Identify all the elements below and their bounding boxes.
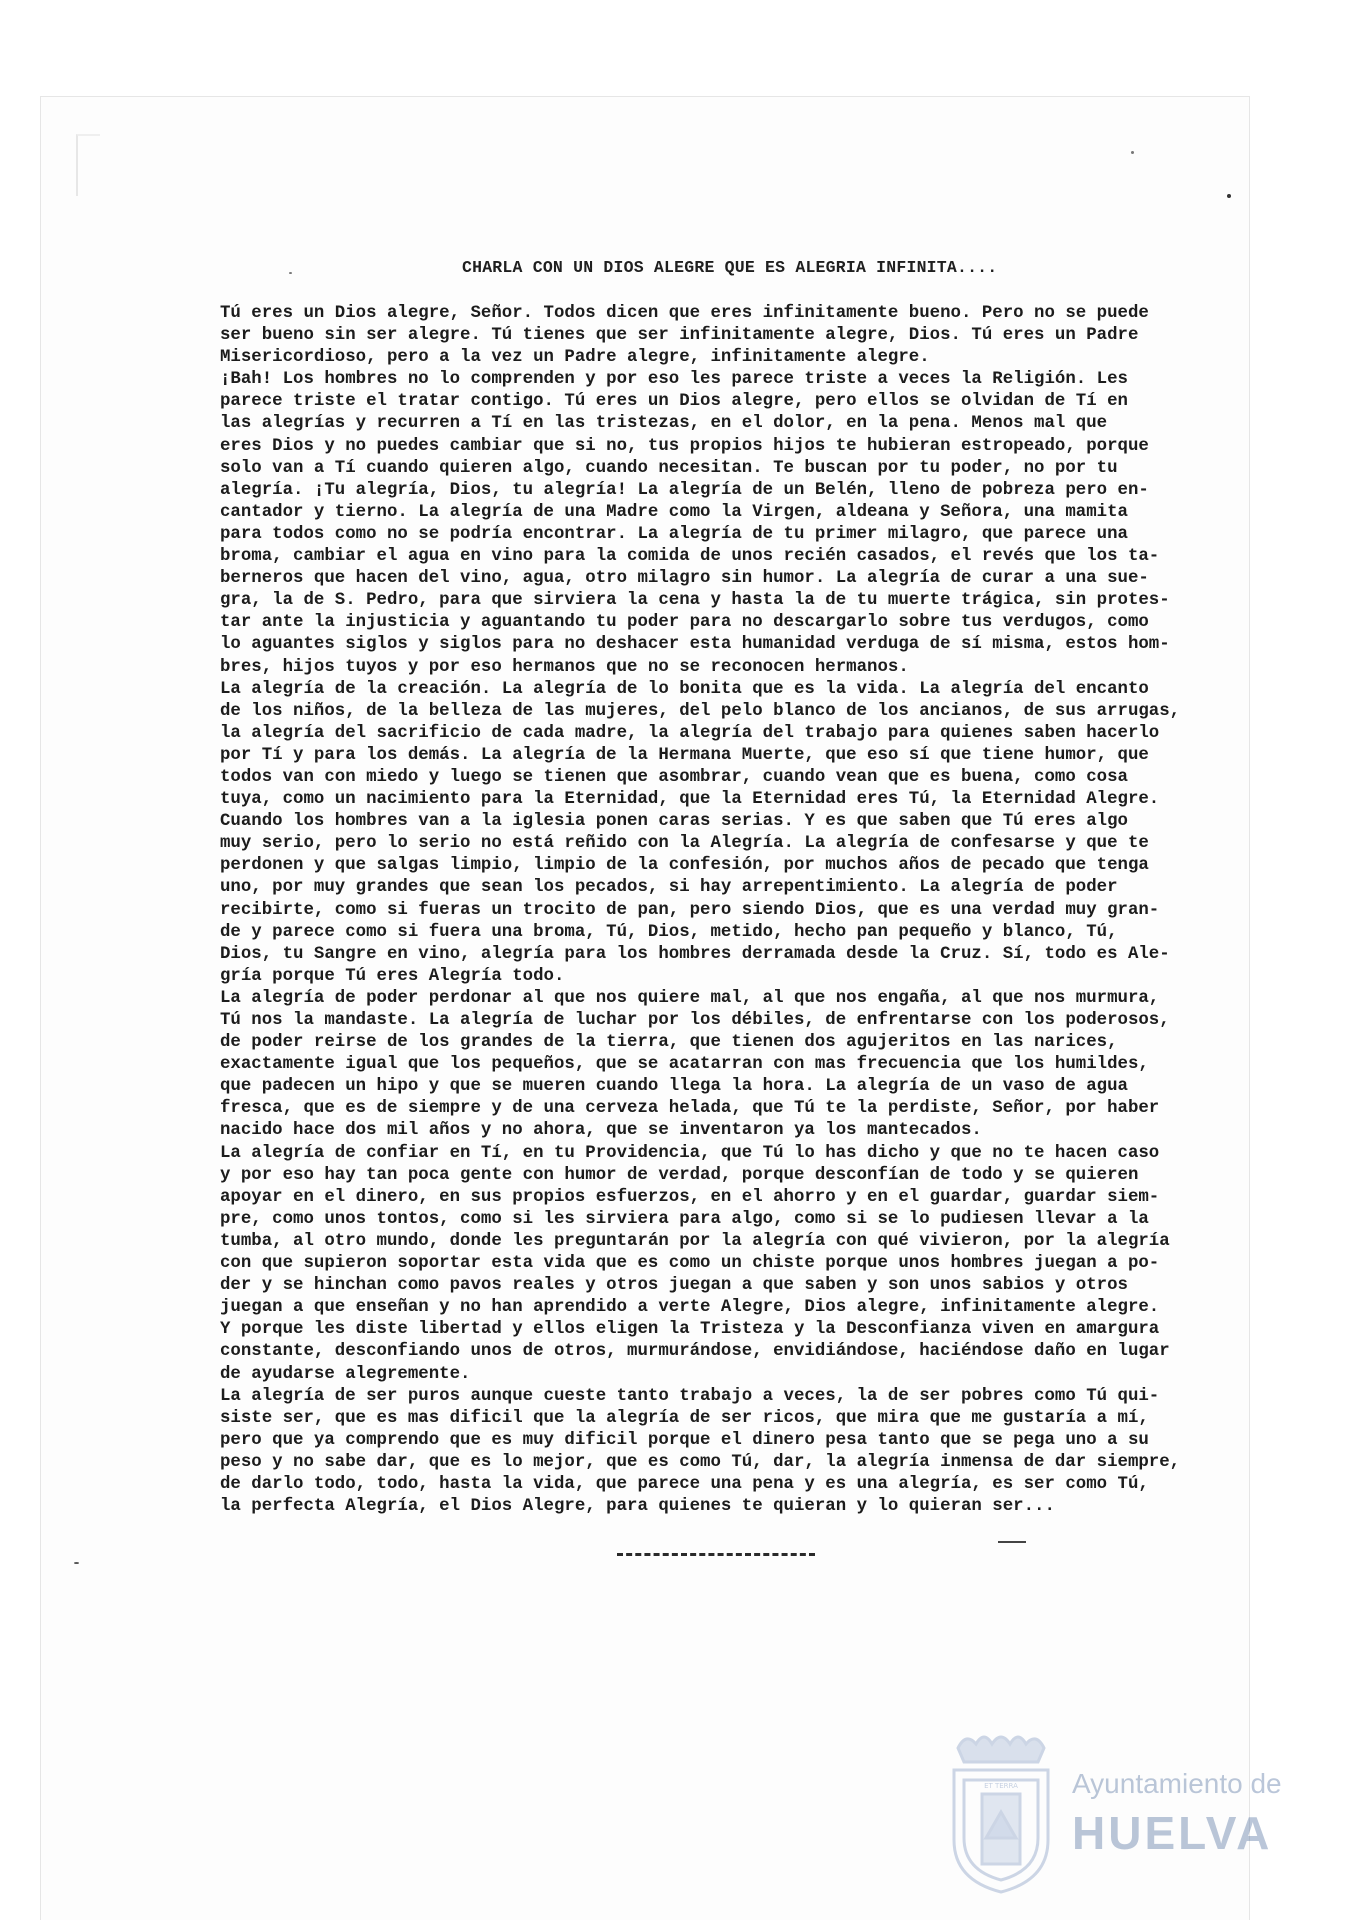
paragraph: La alegría de ser puros aunque cueste tanto trabajo a veces, la de ser pobres como Tú qui- siste ser, que es mas dificil que la alegría de ser ricos, que mira que me gustaría a mí, pero que ya comprendo que es muy dificil porque el dinero pesa tanto que se pega uno a su peso y no sabe dar, que es lo mejor, que es como Tú, dar, la alegría inmensa de dar siempre, de darlo todo, todo, hasta la vida, que parece una pena y es una alegría, es ser como Tú, la perfecta Alegría, el Dios Alegre, para quienes te quieran y lo quieran ser... <box>220 1386 1181 1517</box>
speck <box>1227 194 1231 198</box>
watermark-line-2: HUELVA <box>1072 1807 1273 1859</box>
paragraph: La alegría de confiar en Tí, en tu Providencia, que Tú lo has dicho y que no te hacen caso y por eso hay tan poca gente con humor de verdad, porque desconfían de todo y se quieren apoyar en el dinero, en sus propios esfuerzos, en el ahorro y en el guardar, guardar siem- pre, como unos tontos, como si les sirviera para algo, como si se lo pudiesen llevar a la tumba, al otro mundo, donde les preguntarán por la alegría con qué vivieron, por la alegría con que supieron soportar esta vida que es como un chiste porque unos hombres juegan a po- der y se hinchan como pavos reales y otros juegan a que saben y son unos sabios y otros juegan a que enseñan y no han aprendido a verte Alegre, Dios alegre, infinitamente alegre. Y porque les diste libertad y ellos eligen la Tristeza y la Desconfianza viven en amargura constante, desconfiando unos de otros, murmurándose, envidiándose, haciéndose daño en lugar de ayudarse alegremente. <box>220 1143 1170 1384</box>
speck <box>74 1562 79 1564</box>
paragraph: La alegría de la creación. La alegría de lo bonita que es la vida. La alegría del encanto de los niños, de la belleza de las mujeres, del pelo blanco de los ancianos, de sus arrugas, la alegría del sacrificio de cada madre, la alegría del trabajo para quienes saben hacerlo por Tí y para los demás. La alegría de la Hermana Muerte, que eso sí que tiene humor, que todos van con miedo y luego se tienen que asombrar, cuando vean que es buena, como cosa tuya, como un nacimiento para la Eternidad, que la Eternidad eres Tú, la Eternidad Alegre. Cuando los hombres van a la iglesia ponen caras serias. Y es que saben que Tú eres algo muy serio, pero lo serio no está reñido con la Alegría. La alegría de confesarse y que te perdonen y que salgas limpio, limpio de la confesión, por muchos años de pecado que tenga uno, por muy grandes que sean los pecados, si hay arrepentimiento. La alegría de poder recibirte, como si fueras un trocito de pan, pero siendo Dios, que es una verdad muy gran- de y parece como si fuera una broma, Tú, Dios, metido, hecho pan pequeño y blanco, Tú, Dios, tu Sangre en vino, alegría para los hombres derramada desde la Cruz. Sí, todo es Ale- gría porque Tú eres Alegría todo. <box>220 679 1181 986</box>
document-title: CHARLA CON UN DIOS ALEGRE QUE ES ALEGRIA INFINITA.... <box>462 258 998 277</box>
scan-corner-mark <box>76 134 100 196</box>
seal-text: ET TERRA <box>984 1782 1018 1790</box>
ink-mark <box>998 1541 1026 1543</box>
huelva-watermark <box>936 1718 1282 1898</box>
paragraph: La alegría de poder perdonar al que nos quiere mal, al que nos engaña, al que nos murmura, Tú nos la mandaste. La alegría de luchar por los débiles, de enfrentarse con los poderosos, de poder reirse de los grandes de la tierra, que tienen dos agujeritos en las narices, exactamente igual que los pequeños, que se acatarran con mas frecuencia que los humildes, que padecen un hipo y que se mueren cuando llega la hora. La alegría de un vaso de agua fresca, que es de siempre y de una cerveza helada, que Tú te la perdiste, Señor, por haber nacido hace dos mil años y no ahora, que se inventaron ya los mantecados. <box>220 988 1170 1141</box>
document-body <box>220 303 1238 1518</box>
coat-of-arms-icon <box>936 1718 1066 1898</box>
watermark-line-1: Ayuntamiento de <box>1072 1768 1282 1799</box>
closing-rule <box>617 1553 815 1556</box>
paragraph: ¡Bah! Los hombres no lo comprenden y por eso les parece triste a veces la Religión. Les parece triste el tratar contigo. Tú eres un Dios alegre, pero ellos se olvidan de Tí en las alegrías y recurren a Tí en las tristezas, en el dolor, en la pena. Menos mal que eres Dios y no puedes cambiar que si no, tus propios hijos te hubieran estropeado, porque solo van a Tí cuando quieren algo, cuando necesitan. Te buscan por tu poder, no por tu alegría. ¡Tu alegría, Dios, tu alegría! La alegría de un Belén, lleno de pobreza pero en- cantador y tierno. La alegría de una Madre como la Virgen, aldeana y Señora, una mamita para todos como no se podría encontrar. La alegría de tu primer milagro, que parece una broma, cambiar el agua en vino para la comida de unos recién casados, el revés que los ta- berneros que hacen del vino, agua, otro milagro sin humor. La alegría de curar a una sue- gra, la de S. Pedro, para que sirviera la cena y hasta la de tu muerte trágica, sin protes- tar ante la injusticia y aguantando tu poder para no descargarlo sobre tus verdugos, como lo aguantes siglos y siglos para no deshacer esta humanidad verduga de sí misma, estos hom- bres, hijos tuyos y por eso hermanos que no se reconocen hermanos. <box>220 370 1170 677</box>
speck <box>1131 151 1134 154</box>
speck <box>289 272 292 274</box>
paragraph: Tú eres un Dios alegre, Señor. Todos dicen que eres infinitamente bueno. Pero no se puede ser bueno sin ser alegre. Tú tienes que ser infinitamente alegre, Dios. Tú eres un Padre Misericordioso, pero a la vez un Padre alegre, infinitamente alegre. <box>220 304 1149 368</box>
